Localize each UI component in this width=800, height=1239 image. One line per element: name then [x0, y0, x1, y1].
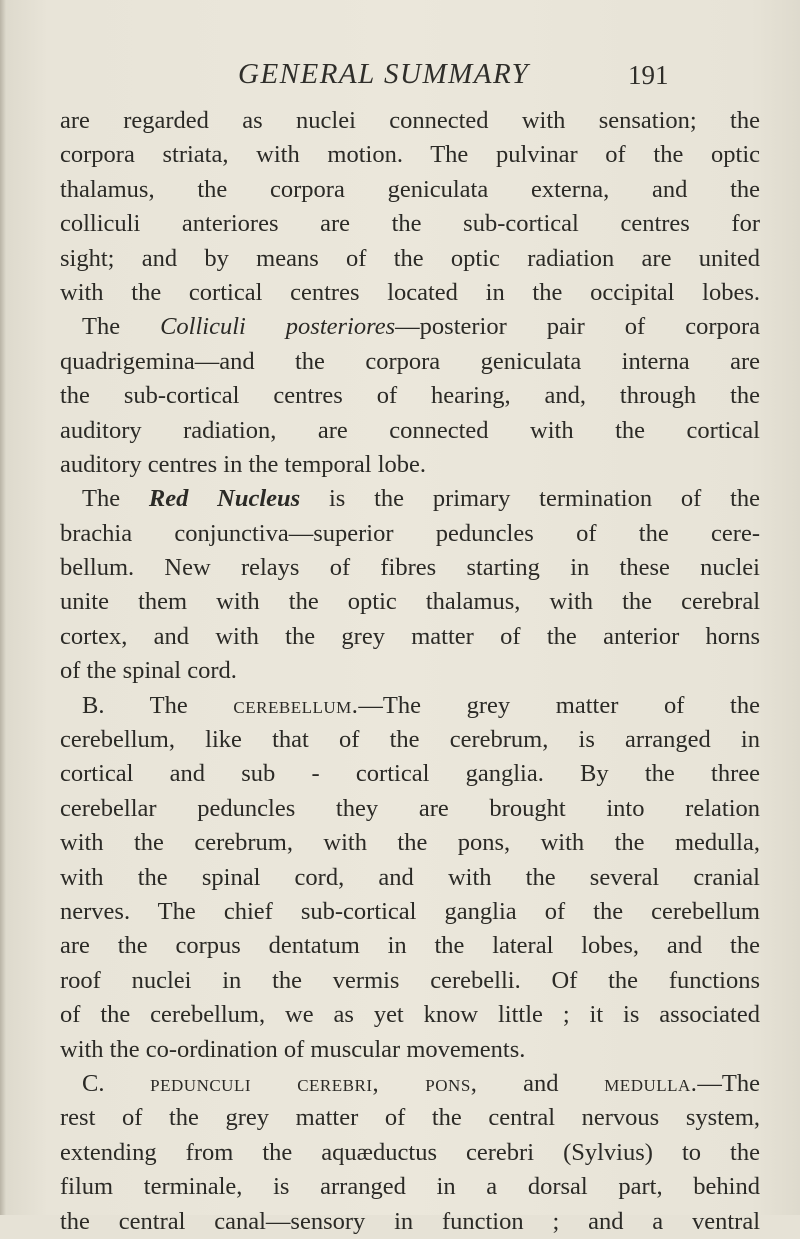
text-line: are the corpus dentatum in the lateral lobes, and the — [60, 932, 760, 960]
text-line: of the spinal cord. — [60, 657, 237, 685]
text-line: with the spinal cord, and with the several cranial — [60, 863, 760, 891]
section-c-heading — [60, 1067, 760, 1101]
text-line: roof nuclei in the vermis cerebelli. Of the functions — [60, 966, 760, 994]
text-line: of the cerebellum, we as yet know little ; it is associated — [60, 1001, 760, 1029]
text-run: C. — [82, 1069, 151, 1097]
paragraph-red-nucleus — [60, 482, 760, 516]
term-pedunculi-cerebri-pons: pedunculi cerebri, pons, — [150, 1069, 478, 1097]
term-medulla: medulla. — [604, 1069, 698, 1097]
text-line: the central canal—sensory in function ; and a ventral — [60, 1207, 760, 1235]
text-line: sight; and by means of the optic radiation are united — [60, 244, 760, 272]
body-text — [60, 104, 760, 1239]
text-line: cortex, and with the grey matter of the anterior horns — [60, 622, 760, 650]
paragraph-colliculi-posteriores — [60, 310, 760, 344]
text-run: B. The — [82, 691, 234, 719]
text-line: with the cortical centres located in the occipital lobes. — [60, 278, 760, 306]
text-line: nerves. The chief sub-cortical ganglia of the cerebellum — [60, 897, 760, 925]
text-run: The — [82, 485, 149, 513]
page-binding-edge — [0, 0, 6, 1215]
text-line: auditory centres in the temporal lobe. — [60, 450, 427, 478]
text-run: and — [477, 1069, 605, 1097]
text-line: with the co-ordination of muscular movements. — [60, 1035, 526, 1063]
text-line: are regarded as nuclei connected with sensation; the — [60, 107, 760, 134]
text-line: bellum. New relays of fibres starting in these nuclei — [60, 554, 760, 582]
text-line: rest of the grey matter of the central nervous system, — [60, 1104, 760, 1132]
page-number: 191 — [628, 60, 669, 90]
term-cerebellum: cerebellum. — [233, 691, 359, 719]
term-red-nucleus: Red Nucleus — [148, 485, 301, 513]
running-title: GENERAL SUMMARY — [238, 58, 530, 90]
text-line: quadrigemina—and the corpora geniculata interna are — [60, 347, 760, 375]
term-colliculi-posteriores: Colliculi posteriores — [160, 313, 396, 341]
section-b-heading — [60, 689, 760, 723]
text-line: auditory radiation, are connected with the cortical — [60, 416, 760, 444]
text-line: cerebellar peduncles they are brought into relation — [60, 794, 760, 822]
text-line: the sub-cortical centres of hearing, and, through the — [60, 382, 760, 410]
text-line: colliculi anteriores are the sub-cortical centres for — [60, 210, 760, 238]
text-run: is the primary termination of the — [300, 485, 761, 513]
text-run: —The — [697, 1069, 761, 1097]
text-run: The — [82, 313, 161, 341]
text-line: corpora striata, with motion. The pulvinar of the optic — [60, 141, 760, 169]
text-line: cerebellum, like that of the cerebrum, is arranged in — [60, 726, 760, 754]
text-line: extending from the aquæductus cerebri (Sylvius) to the — [60, 1138, 760, 1166]
text-line: with the cerebrum, with the pons, with the medulla, — [60, 829, 760, 857]
running-head — [0, 58, 800, 98]
text-line: thalamus, the corpora geniculata externa, and the — [60, 175, 760, 203]
text-line: brachia conjunctiva—superior peduncles of the cere- — [60, 519, 760, 547]
text-run: —The grey matter of the — [358, 691, 760, 719]
text-line: filum terminale, is arranged in a dorsal part, behind — [60, 1173, 760, 1201]
text-line: unite them with the optic thalamus, with the cerebral — [60, 588, 760, 616]
text-line: cortical and sub - cortical ganglia. By the three — [60, 760, 760, 788]
text-run: —posterior pair of corpora — [395, 313, 761, 341]
